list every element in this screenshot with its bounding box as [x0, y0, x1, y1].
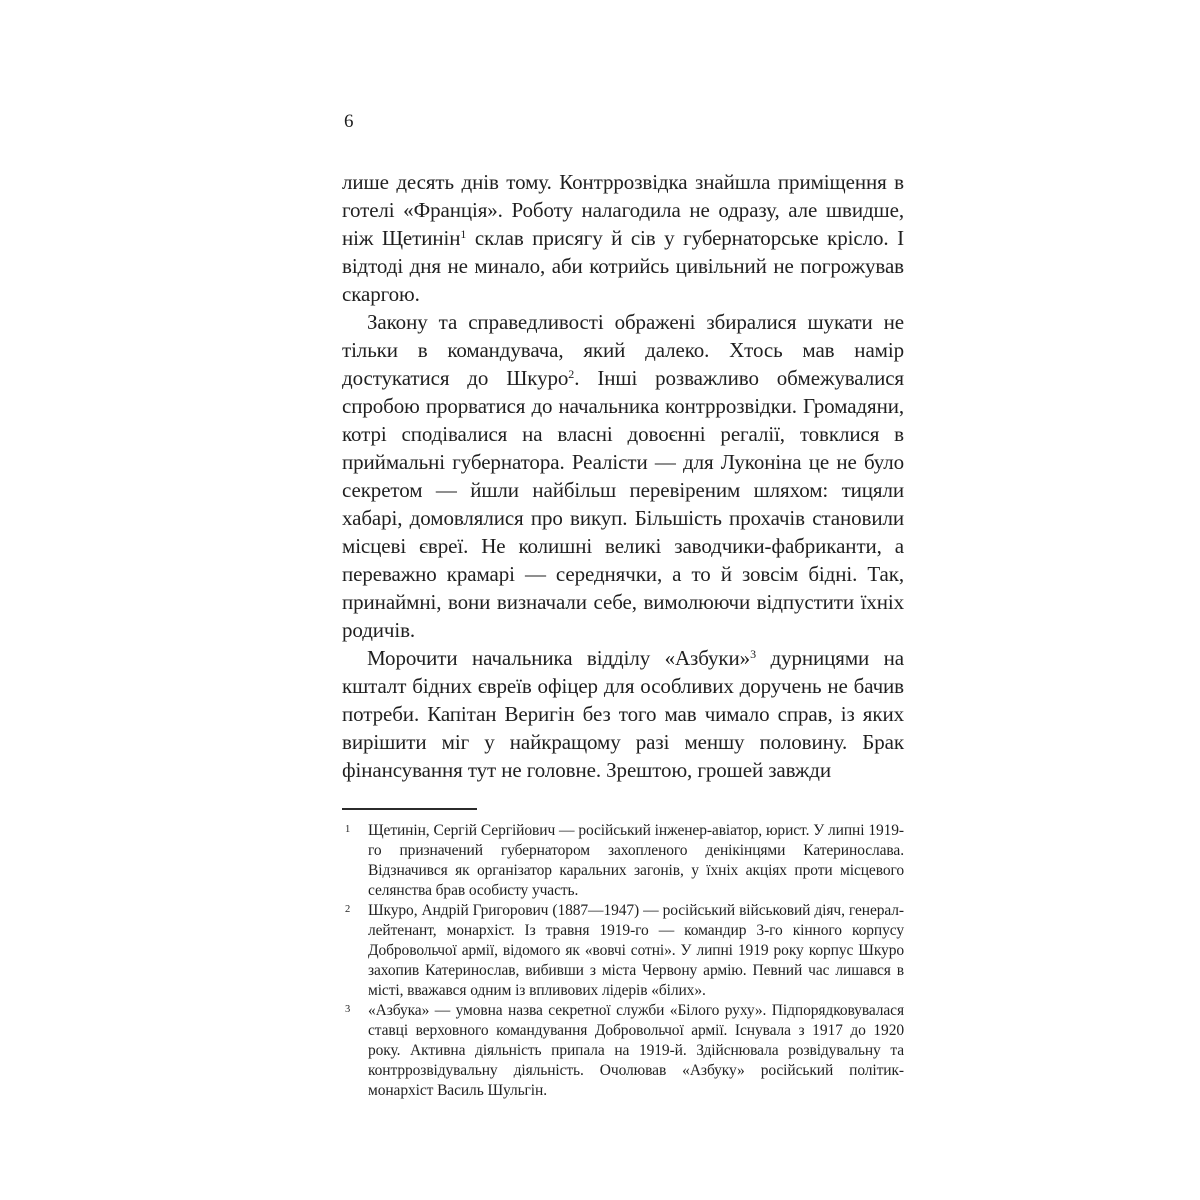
paragraph: [342, 644, 904, 784]
paragraph-text: склав присягу й сів у губернаторське крісло. І відтоді дня не минало, аби котрийсь цивільний не погрожував скаргою.: [342, 226, 904, 306]
paragraph-text: . Інші розважливо обмежувалися спробою прорватися до начальника контррозвідки. Громадяни, котрі сподівалися на власні довоєнні регалії, товклися в приймальні губернатора. Реалісти — для Луконіна це не було секретом — йшли найбільш перевіреним шляхом: тицяли хабарі, домовлялися про викуп. Більшість прохачів становили місцеві євреї. Не колишні великі заводчики-фабриканти, а переважно крамарі — середнячки, а то й зовсім бідні. Так, принаймні, вони визначали себе, вимолюючи відпустити їхніх родичів.: [342, 366, 904, 642]
paragraph-continuation: [342, 168, 904, 308]
paragraph-text: Морочити начальника відділу «Азбуки»: [367, 646, 751, 670]
footnote-3: [342, 1001, 904, 1101]
footnotes-section: [342, 821, 904, 1101]
paragraph-text: дурницями на кшталт бідних євреїв офіцер для особливих доручень не бачив потреби. Капітан Веригін без того мав чимало справ, із яких вирішити міг у найкращому разі меншу половину. Брак фінансування тут не головне. Зрештою, грошей завжди: [342, 646, 904, 782]
footnote-text: Шкуро, Андрій Григорович (1887—1947) — російський військовий діяч, генерал-лейтенант, монархіст. Із травня 1919-го — командир 3-го кінного корпусу Добровольчої армії, відомого як «вовчі сотні». У липні 1919 року корпус Шкуро захопив Катеринослав, вибивши з міста Червону армію. Певний час лишався в місті, вважався одним із впливових лідерів «білих».: [368, 902, 904, 999]
footnote-ref-2: 2: [568, 367, 575, 381]
body-text: [342, 168, 904, 784]
footnote-marker: 2: [345, 904, 351, 915]
paragraph: [342, 308, 904, 644]
footnote-ref-3: 3: [750, 647, 757, 661]
page-number: 6: [344, 111, 354, 132]
footnote-marker: 3: [345, 1004, 351, 1015]
footnote-text: Щетинін, Сергій Сергійович — російський інженер-авіатор, юрист. У липні 1919-го призначений губернатором захопленого денікінцями Катеринослава. Відзначився як організатор каральних загонів, у їхніх акціях проти місцевого селянства брав особисту участь.: [368, 822, 904, 899]
footnote-ref-1: 1: [460, 227, 467, 241]
paragraph-text: Закону та справедливості ображені збиралися шукати не тільки в командувача, який далеко. Хтось мав намір достукатися до Шкуро: [342, 310, 904, 390]
footnote-text: «Азбука» — умовна назва секретної служби «Білого руху». Підпорядковувалася ставці верховного командування Добровольчої армії. Існувала з 1917 до 1920 року. Активна діяльність припала на 1919-й. Здійснювала розвідувальну та контррозвідувальну діяльність. Очолював «Азбуку» російський політик-монархіст Василь Шульгін.: [368, 1002, 904, 1099]
page-content: [342, 110, 904, 1101]
paragraph-text: лише десять днів тому. Контррозвідка знайшла приміщення в готелі «Франція». Роботу налагодила не одразу, але швидше, ніж Щетинін: [342, 170, 904, 250]
footnote-2: [342, 901, 904, 1001]
footnote-separator: [342, 808, 477, 810]
footnote-marker: 1: [345, 824, 351, 835]
footnote-1: [342, 821, 904, 901]
